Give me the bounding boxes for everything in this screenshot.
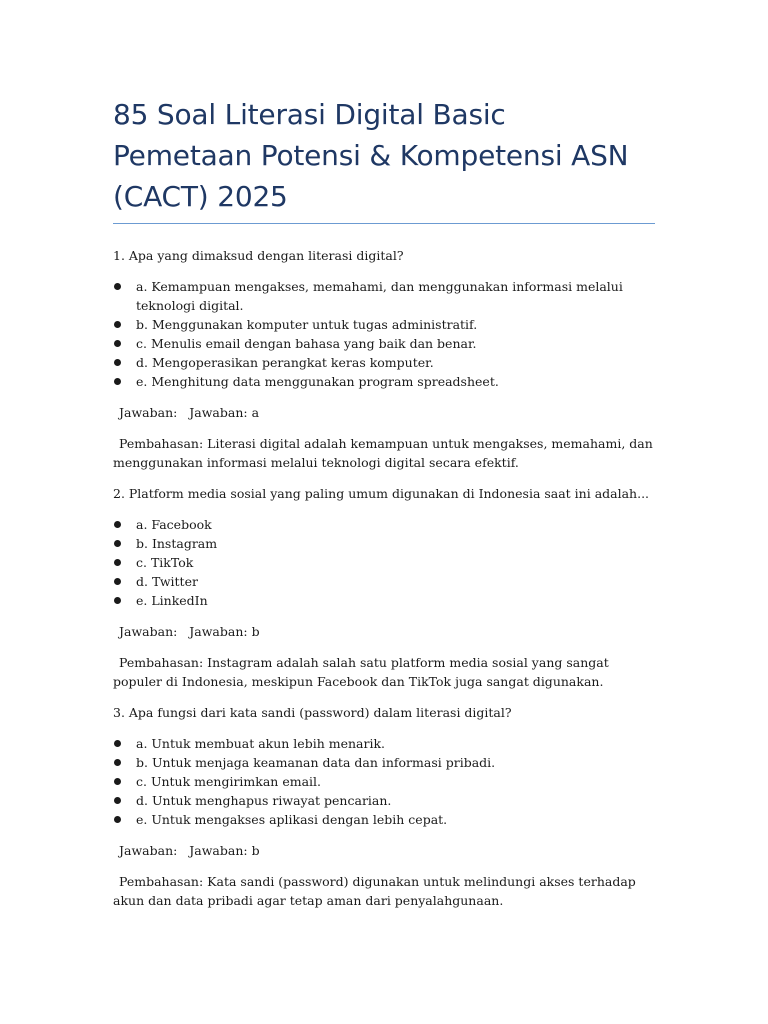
explanation-text xyxy=(113,653,655,691)
bullet-icon xyxy=(114,540,121,547)
title-line: 85 Soal Literasi Digital Basic xyxy=(113,98,506,131)
option-item xyxy=(113,572,655,591)
option-list xyxy=(113,734,655,829)
bullet-icon xyxy=(114,359,121,366)
question-block xyxy=(113,703,655,910)
option-list xyxy=(113,515,655,610)
title-divider xyxy=(113,223,655,224)
answer-label: Jawaban: xyxy=(119,624,178,639)
answer-label: Jawaban: xyxy=(119,405,178,420)
explanation-body: Pembahasan: Instagram adalah salah satu platform media sosial yang sangat populer di Indonesia, meskipun Facebook dan TikTok juga sangat digunakan. xyxy=(113,655,609,689)
option-text: d. Twitter xyxy=(136,574,198,589)
bullet-icon xyxy=(114,778,121,785)
bullet-icon xyxy=(114,816,121,823)
bullet-icon xyxy=(114,740,121,747)
option-text: e. LinkedIn xyxy=(136,593,208,608)
option-item xyxy=(113,591,655,610)
option-text: a. Kemampuan mengakses, memahami, dan menggunakan informasi melalui teknologi digital. xyxy=(136,279,623,313)
bullet-icon xyxy=(114,597,121,604)
explanation-text xyxy=(113,872,655,910)
explanation-text xyxy=(113,434,655,472)
explanation-body: Pembahasan: Literasi digital adalah kemampuan untuk mengakses, memahami, dan menggunakan informasi melalui teknologi digital secara efektif. xyxy=(113,436,653,470)
option-text: b. Menggunakan komputer untuk tugas administratif. xyxy=(136,317,478,332)
bullet-icon xyxy=(114,759,121,766)
question-block xyxy=(113,484,655,691)
option-item xyxy=(113,334,655,353)
option-list xyxy=(113,277,655,391)
question-list xyxy=(113,246,655,910)
title-line: Pemetaan Potensi & Kompetensi ASN xyxy=(113,139,629,172)
option-item xyxy=(113,810,655,829)
option-item xyxy=(113,772,655,791)
option-text: b. Untuk menjaga keamanan data dan informasi pribadi. xyxy=(136,755,496,770)
bullet-icon xyxy=(114,283,121,290)
option-text: c. TikTok xyxy=(136,555,194,570)
option-text: d. Mengoperasikan perangkat keras komputer. xyxy=(136,355,434,370)
question-text: 1. Apa yang dimaksud dengan literasi digital? xyxy=(113,248,404,263)
option-item xyxy=(113,515,655,534)
answer-line xyxy=(113,841,655,860)
option-text: a. Facebook xyxy=(136,517,212,532)
question-text: 2. Platform media sosial yang paling umum digunakan di Indonesia saat ini adalah... xyxy=(113,486,650,501)
answer-value: Jawaban: a xyxy=(189,405,260,420)
bullet-icon xyxy=(114,521,121,528)
question-text: 3. Apa fungsi dari kata sandi (password) dalam literasi digital? xyxy=(113,705,512,720)
option-text: a. Untuk membuat akun lebih menarik. xyxy=(136,736,386,751)
option-item xyxy=(113,553,655,572)
option-item xyxy=(113,734,655,753)
question-block xyxy=(113,246,655,472)
document-title xyxy=(113,0,655,217)
bullet-icon xyxy=(114,321,121,328)
bullet-icon xyxy=(114,340,121,347)
explanation-body: Pembahasan: Kata sandi (password) digunakan untuk melindungi akses terhadap akun dan data pribadi agar tetap aman dari penyalahgunaan. xyxy=(113,874,636,908)
answer-label: Jawaban: xyxy=(119,843,178,858)
option-text: c. Untuk mengirimkan email. xyxy=(136,774,322,789)
option-item xyxy=(113,753,655,772)
title-line: (CACT) 2025 xyxy=(113,180,288,213)
bullet-icon xyxy=(114,578,121,585)
bullet-icon xyxy=(114,797,121,804)
bullet-icon xyxy=(114,378,121,385)
option-text: e. Menghitung data menggunakan program spreadsheet. xyxy=(136,374,499,389)
option-item xyxy=(113,315,655,334)
document-page xyxy=(113,0,655,910)
option-text: c. Menulis email dengan bahasa yang baik dan benar. xyxy=(136,336,477,351)
answer-value: Jawaban: b xyxy=(189,843,260,858)
answer-line xyxy=(113,403,655,422)
option-text: e. Untuk mengakses aplikasi dengan lebih cepat. xyxy=(136,812,448,827)
option-item xyxy=(113,353,655,372)
option-text: d. Untuk menghapus riwayat pencarian. xyxy=(136,793,392,808)
option-text: b. Instagram xyxy=(136,536,218,551)
option-item xyxy=(113,791,655,810)
answer-line xyxy=(113,622,655,641)
bullet-icon xyxy=(114,559,121,566)
option-item xyxy=(113,534,655,553)
answer-value: Jawaban: b xyxy=(189,624,260,639)
option-item xyxy=(113,372,655,391)
option-item xyxy=(113,277,655,315)
